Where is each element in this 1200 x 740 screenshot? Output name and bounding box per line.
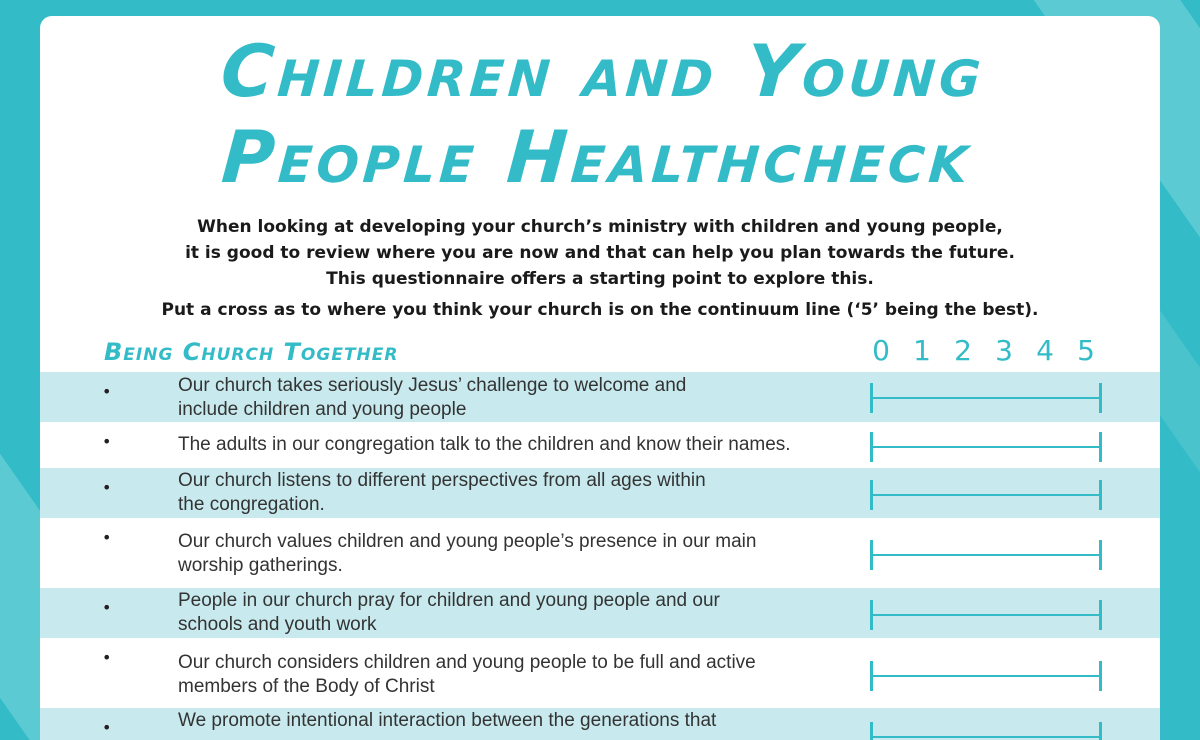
continuum-start-tick [870,540,873,570]
continuum-end-tick [1099,540,1102,570]
row-statement-line-2: the congregation. [178,494,325,515]
instruction-text: Put a cross as to where you think your church is on the continuum line (‘5’ being the best). [161,300,1039,320]
row-statement-line-2: schools and youth work [178,614,377,635]
healthcheck-row [40,518,1160,588]
healthcheck-row [40,422,1160,468]
row-statement-line-2: worship gatherings. [178,555,343,576]
section-title: Being Church Together [104,338,399,366]
row-statement-line-1: Our church listens to different perspectives from all ages within [178,470,706,491]
row-statement [178,433,858,457]
row-bullet: • [102,718,112,737]
row-bullet: • [102,598,112,617]
row-statement-line-1: Our church considers children and young people to be full and active [178,652,756,673]
scale-labels [866,334,1106,368]
healthcheck-sheet [40,16,1160,740]
continuum-line[interactable] [870,494,1102,496]
row-statement [178,530,858,578]
intro-line-1: When looking at developing your church’s ministry with children and young people, [197,217,1003,237]
continuum-end-tick [1099,480,1102,510]
title-line-2: People Healthcheck [219,115,975,199]
row-bullet: • [102,648,112,667]
continuum-line[interactable] [870,397,1102,399]
row-statement-line-1: Our church takes seriously Jesus’ challenge to welcome and [178,375,687,396]
row-statement [178,651,858,699]
row-statement [178,589,858,637]
row-statement-line-1: The adults in our congregation talk to the children and know their names. [178,434,791,455]
healthcheck-row [40,638,1160,708]
row-bullet: • [102,382,112,401]
continuum-line[interactable] [870,614,1102,616]
intro-text [40,214,1160,292]
scale-label-4: 4 [1036,334,1054,367]
row-statement-line-1: We promote intentional interaction between the generations that [178,710,717,731]
continuum-end-tick [1099,600,1102,630]
continuum-end-tick [1099,661,1102,691]
healthcheck-row [40,588,1160,638]
row-statement-line-1: Our church values children and young people’s presence in our main [178,531,757,552]
title-line-1: Children and Young [218,29,988,113]
continuum-start-tick [870,722,873,740]
row-statement [178,709,858,733]
row-bullet: • [102,432,112,451]
row-statement-line-1: People in our church pray for children and young people and our [178,590,720,611]
scale-label-3: 3 [995,334,1013,367]
continuum-line[interactable] [870,446,1102,448]
row-statement [178,374,858,422]
scale-label-5: 5 [1077,334,1095,367]
intro-line-2: it is good to review where you are now and that can help you plan towards the future. [185,243,1015,263]
continuum-end-tick [1099,383,1102,413]
row-bullet: • [102,528,112,547]
continuum-line[interactable] [870,675,1102,677]
continuum-start-tick [870,432,873,462]
scale-label-1: 1 [913,334,931,367]
healthcheck-row [40,372,1160,422]
healthcheck-row [40,468,1160,518]
intro-line-3: This questionnaire offers a starting point to explore this. [326,269,874,289]
page-title [40,28,1160,200]
scale-label-2: 2 [954,334,972,367]
continuum-start-tick [870,480,873,510]
continuum-line[interactable] [870,736,1102,738]
row-bullet: • [102,478,112,497]
row-statement-line-2: members of the Body of Christ [178,676,435,697]
continuum-start-tick [870,661,873,691]
continuum-start-tick [870,383,873,413]
healthcheck-row [40,708,1160,740]
continuum-start-tick [870,600,873,630]
row-statement-line-2: include children and young people [178,399,467,420]
scale-label-0: 0 [872,334,890,367]
continuum-end-tick [1099,722,1102,740]
continuum-line[interactable] [870,554,1102,556]
row-statement [178,469,858,517]
continuum-end-tick [1099,432,1102,462]
